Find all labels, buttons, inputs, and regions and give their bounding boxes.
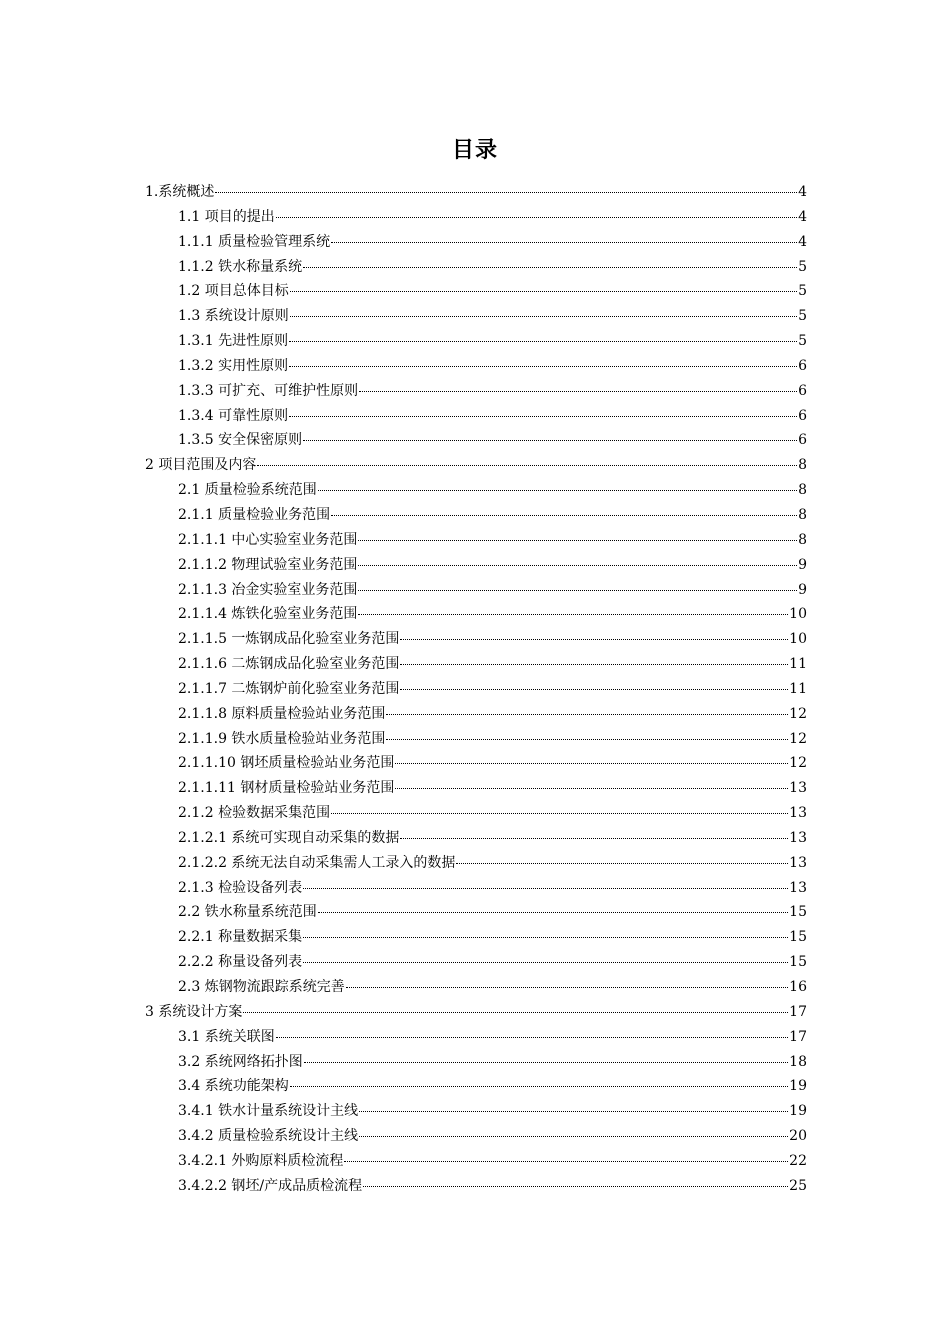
toc-entry-page-number: 5 [798,333,807,350]
toc-entry[interactable] [145,503,807,528]
toc-entry-page-number: 16 [789,979,807,995]
dot-leader [243,1011,788,1013]
dot-leader [304,1061,788,1063]
dot-leader [289,340,797,342]
toc-entry[interactable] [145,950,807,975]
dot-leader [456,862,788,864]
toc-entry-label: 2.1 质量检验系统范围 [178,482,317,499]
toc-entry[interactable] [145,205,807,230]
dot-leader [400,638,788,640]
toc-entry-page-number: 17 [789,1028,807,1045]
toc-entry-page-number: 4 [798,208,807,225]
toc-entry-label: 3.4.2.1 外购原料质检流程 [178,1152,344,1169]
toc-entry[interactable] [145,975,807,1000]
toc-entry[interactable] [145,1000,807,1025]
toc-entry[interactable] [145,1149,807,1174]
toc-entry-page-number: 18 [789,1053,807,1070]
toc-entry[interactable] [145,1174,807,1199]
toc-entry-label: 3.4.2 质量检验系统设计主线 [178,1128,359,1145]
toc-entry[interactable] [145,180,807,205]
toc-entry-label: 2.1.1.9 铁水质量检验站业务范围 [178,730,386,747]
toc-entry[interactable] [145,578,807,603]
dot-leader [303,961,788,963]
dot-leader [303,439,797,441]
toc-entry-page-number: 6 [798,407,807,424]
toc-entry-page-number: 5 [798,283,807,300]
dot-leader [318,489,797,491]
toc-entry-page-number: 19 [789,1078,807,1095]
toc-entry[interactable] [145,1099,807,1124]
toc-entry-label: 2.1.1.11 钢材质量检验站业务范围 [178,780,395,797]
dot-leader [289,415,797,417]
toc-entry-label: 2.1.1.10 钢坯质量检验站业务范围 [178,755,395,772]
toc-entry-label: 1.3.3 可扩充、可维护性原则 [178,382,359,399]
toc-entry[interactable] [145,851,807,876]
toc-entry[interactable] [145,379,807,404]
toc-entry-label: 2.1.1.4 炼铁化验室业务范围 [178,606,358,623]
toc-entry-page-number: 9 [798,581,807,598]
dot-leader [215,191,797,193]
dot-leader [331,812,788,814]
toc-entry[interactable] [145,329,807,354]
toc-entry-label: 2.1.1.1 中心实验室业务范围 [178,531,358,548]
toc-entry-label: 1.1.2 铁水称量系统 [178,258,303,275]
toc-entry-page-number: 11 [789,680,807,697]
toc-entry-page-number: 22 [789,1152,807,1169]
toc-entry-label: 2.3 炼钢物流跟踪系统完善 [178,979,345,995]
toc-entry-page-number: 19 [789,1103,807,1120]
toc-entry[interactable] [145,900,807,925]
toc-entry-page-number: 9 [798,556,807,573]
dot-leader [359,390,797,392]
toc-entry[interactable] [145,453,807,478]
toc-entry-label: 1.3.2 实用性原则 [178,357,289,374]
toc-entry-label: 1.3.5 安全保密原则 [178,432,303,449]
toc-entry[interactable] [145,478,807,503]
toc-entry[interactable] [145,677,807,702]
toc-entry-label: 3.2 系统网络拓扑图 [178,1053,303,1070]
dot-leader [358,564,797,566]
toc-entry-page-number: 8 [798,531,807,548]
toc-entry-label: 2.1.2.2 系统无法自动采集需人工录入的数据 [178,854,456,871]
toc-entry[interactable] [145,602,807,627]
toc-entry-page-number: 13 [789,879,807,896]
toc-entry-label: 1.3.4 可靠性原则 [178,407,289,424]
dot-leader [386,738,788,740]
toc-entry-page-number: 6 [798,382,807,399]
toc-entry-label: 1.3.1 先进性原则 [178,333,289,350]
dot-leader [290,1085,788,1087]
toc-entry[interactable] [145,255,807,280]
dot-leader [331,514,797,516]
toc-entry-page-number: 10 [789,606,807,623]
toc-entry[interactable] [145,627,807,652]
toc-entry-label: 2.2.1 称量数据采集 [178,929,303,946]
toc-entry-label: 1.1.1 质量检验管理系统 [178,233,331,250]
toc-entry[interactable] [145,751,807,776]
toc-entry-page-number: 15 [789,929,807,946]
dot-leader [395,787,788,789]
toc-entry-label: 2 项目范围及内容 [145,457,257,474]
dot-leader [257,464,797,466]
toc-entry-label: 1.2 项目总体目标 [178,283,289,300]
toc-entry-label: 2.1.1.7 二炼钢炉前化验室业务范围 [178,680,400,697]
toc-entry-label: 3.4 系统功能架构 [178,1078,289,1095]
toc-entry-page-number: 8 [798,506,807,523]
dot-leader [290,315,797,317]
dot-leader [346,986,788,988]
toc-entry-page-number: 13 [789,829,807,846]
dot-leader [344,1160,788,1162]
dot-leader [358,539,797,541]
toc-entry-page-number: 6 [798,432,807,449]
toc-entry[interactable] [145,354,807,379]
toc-entry-page-number: 4 [798,184,807,200]
toc-entry[interactable] [145,304,807,329]
toc-entry-label: 3.4.2.2 钢坯/产成品质检流程 [178,1177,363,1194]
toc-entry-page-number: 25 [789,1177,807,1194]
toc-entry-page-number: 13 [789,854,807,871]
toc-entry[interactable] [145,230,807,255]
toc-entry[interactable] [145,279,807,304]
toc-entry[interactable] [145,1074,807,1099]
dot-leader [359,1110,788,1112]
toc-entry-label: 2.1.2.1 系统可实现自动采集的数据 [178,829,400,846]
toc-entry-page-number: 20 [789,1128,807,1145]
dot-leader [276,1036,788,1038]
dot-leader [400,688,788,690]
toc-entry-page-number: 5 [798,308,807,325]
toc-entry-label: 3 系统设计方案 [145,1003,243,1020]
toc-entry-label: 2.1.1.3 冶金实验室业务范围 [178,581,358,598]
toc-entry-label: 1.3 系统设计原则 [178,308,289,325]
dot-leader [358,613,788,615]
toc-entry-page-number: 12 [789,730,807,747]
toc-entry-label: 3.4.1 铁水计量系统设计主线 [178,1103,359,1120]
table-of-contents [145,180,807,1199]
toc-entry-page-number: 13 [789,780,807,797]
dot-leader [400,837,788,839]
dot-leader [303,936,788,938]
toc-entry-page-number: 12 [789,755,807,772]
dot-leader [386,713,788,715]
toc-entry-label: 1.系统概述 [145,184,215,200]
toc-entry-label: 2.1.1.6 二炼钢成品化验室业务范围 [178,656,400,673]
toc-entry-page-number: 8 [798,482,807,499]
toc-entry[interactable] [145,776,807,801]
toc-entry[interactable] [145,801,807,826]
dot-leader [363,1185,788,1187]
dot-leader [395,762,788,764]
toc-entry-page-number: 13 [789,805,807,822]
toc-entry-label: 3.1 系统关联图 [178,1028,275,1045]
toc-entry-page-number: 11 [789,656,807,673]
toc-entry[interactable] [145,652,807,677]
dot-leader [331,241,797,243]
toc-entry[interactable] [145,876,807,901]
toc-entry[interactable] [145,1050,807,1075]
dot-leader [276,216,797,218]
dot-leader [303,887,788,889]
toc-entry[interactable] [145,404,807,429]
toc-entry-label: 2.1.2 检验数据采集范围 [178,805,331,822]
toc-entry-page-number: 17 [789,1003,807,1020]
toc-entry[interactable] [145,727,807,752]
toc-entry-label: 2.1.1 质量检验业务范围 [178,506,331,523]
toc-entry-label: 2.1.1.5 一炼钢成品化验室业务范围 [178,631,400,648]
dot-leader [290,290,797,292]
toc-entry-label: 2.2.2 称量设备列表 [178,954,303,971]
toc-entry-label: 2.1.3 检验设备列表 [178,879,303,896]
toc-entry-label: 2.2 铁水称量系统范围 [178,904,317,921]
toc-entry[interactable] [145,428,807,453]
toc-entry-label: 2.1.1.8 原料质量检验站业务范围 [178,705,386,722]
toc-entry-label: 1.1 项目的提出 [178,208,275,225]
dot-leader [289,365,797,367]
dot-leader [359,1135,788,1137]
toc-entry[interactable] [145,925,807,950]
toc-entry[interactable] [145,826,807,851]
dot-leader [318,911,788,913]
toc-entry-page-number: 4 [798,233,807,250]
toc-entry[interactable] [145,1124,807,1149]
toc-entry-page-number: 15 [789,904,807,921]
toc-entry[interactable] [145,702,807,727]
toc-entry-page-number: 10 [789,631,807,648]
dot-leader [358,589,797,591]
toc-entry[interactable] [145,1025,807,1050]
toc-entry-page-number: 5 [798,258,807,275]
toc-entry-page-number: 6 [798,357,807,374]
dot-leader [303,266,797,268]
toc-entry[interactable] [145,553,807,578]
page-title: 目录 [451,138,498,163]
toc-entry-page-number: 15 [789,954,807,971]
toc-entry-page-number: 8 [798,457,807,474]
dot-leader [400,663,788,665]
toc-entry-label: 2.1.1.2 物理试验室业务范围 [178,556,358,573]
toc-entry-page-number: 12 [789,705,807,722]
toc-entry[interactable] [145,528,807,553]
